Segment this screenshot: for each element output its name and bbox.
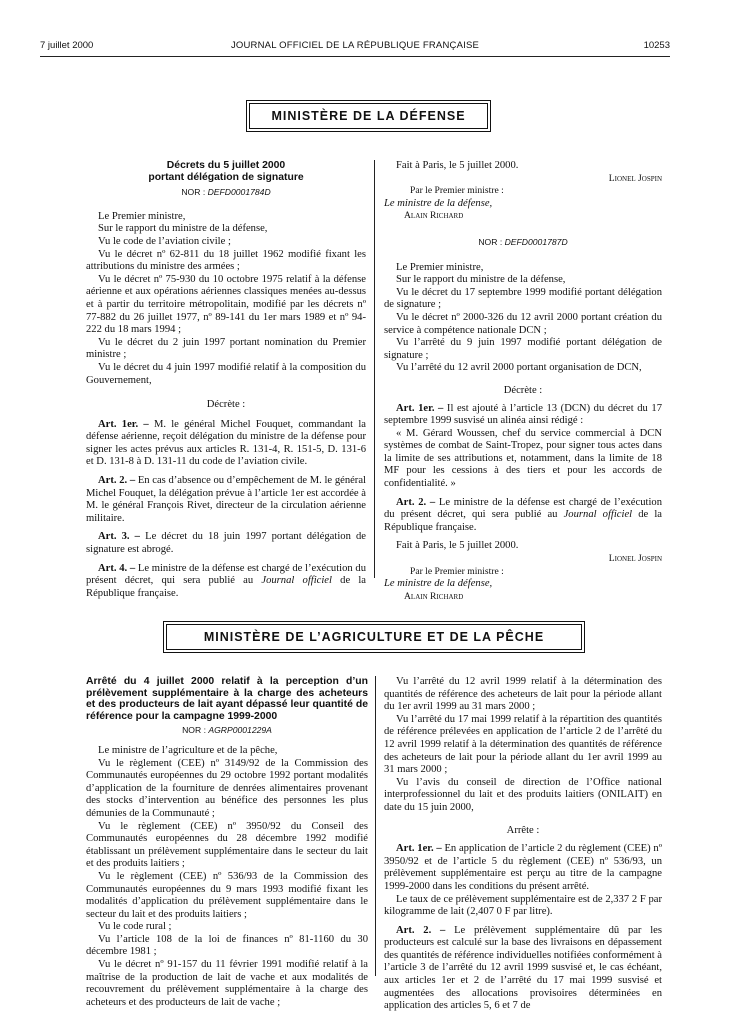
par-premier-ministre-1: Par le Premier ministre :	[410, 185, 504, 197]
article-1	[384, 403, 662, 428]
paragraph: Vu l’article 108 de la loi de finances nº 81-1160 du 30 décembre 1981 ;	[86, 933, 368, 958]
paragraph: Vu le règlement (CEE) nº 536/93 de la Commission des Communautés européennes du 9 mars 1993 modifié fixant les modalités d’application du prélèvement supplémentaire dans le secteur du lait et des produits laitiers ;	[86, 870, 368, 920]
arrete-title: Arrêté du 4 juillet 2000 relatif à la perception d’un prélèvement supplémentaire à la charge des acheteurs et des producteurs de lait ayant dépassé leur quantité de référence pour la campagne 1999-2000	[86, 676, 368, 722]
paragraph: Vu le règlement (CEE) nº 3950/92 du Conseil des Communautés européennes du 28 décembre 1992 modifié établissant un prélèvement supplémentaire dans le secteur du lait et des produits laitiers ;	[86, 820, 368, 870]
article-label: Art. 2. –	[396, 496, 436, 508]
ministry-box-defense	[246, 100, 491, 132]
article-1	[384, 843, 662, 893]
paragraph: Vu le décret nº 75-930 du 10 octobre 1975 relatif à la défense aérienne et aux opérations aériennes classiques menées au-dessus et à partir du territoire métropolitain, modifié par les décrets nº 77-882 du 26 juillet 1977, nº 89-141 du 1er mars 1989 et nº 94-222 du 18 mars 1994 ;	[86, 273, 366, 336]
ministre-defense-2: Le ministre de la défense,	[384, 578, 493, 590]
paragraph: Vu l’avis du conseil de direction de l’Office national interprofessionnel du lait et des produits laitiers (ONILAIT) en date du 15 juin 2000,	[384, 776, 662, 813]
fait-a-paris-2: Fait à Paris, le 5 juillet 2000.	[396, 540, 519, 552]
ministry-box-agriculture	[163, 621, 585, 653]
arrete-heading: Arrête :	[506, 824, 540, 836]
paragraph: Sur le rapport du ministre de la défense,	[396, 274, 566, 286]
article-text: En cas d’absence ou d’empêchement de M. le général Michel Fouquet, la délégation prévue à l’article 1er est accordée à M. le général François Rivet, directeur de la circulation aérienne militaire.	[86, 475, 366, 524]
agriculture-right-column	[384, 676, 662, 1013]
signature-richard-1: Alain Richard	[404, 210, 464, 222]
nor-code: DEFD0001784D	[207, 187, 271, 198]
paragraph: Vu le décret du 4 juin 1997 modifié relatif à la composition du Gouvernement,	[86, 361, 366, 386]
article-text: Le prélèvement supplémentaire dû par les producteurs est calculé sur la base des livraisons en dépassement des quantités de référence individuelles notifiées conformément à l’article 3 de l’arrêté du 12 avril 1999 susvisé et, le cas échéant, aux articles 1er et 2 de l’arrêté du 17 mai 1999 susvisé et augmentées des allocations provisoires déterminées en application des articles 5, 6 et 7 de	[384, 924, 662, 1012]
signature-jospin-2: Lionel Jospin	[608, 553, 662, 565]
decrete-heading: Décrète :	[503, 384, 543, 396]
paragraph: Le taux de ce prélèvement supplémentaire est de 2,337 2 F par kilogramme de lait (2,407 0 F par litre).	[384, 893, 662, 918]
article-4	[86, 563, 366, 601]
paragraph: Vu l’arrêté du 9 juin 1997 modifié portant délégation de signature ;	[384, 337, 662, 361]
article-text: Le ministre de la défense est chargé de l’exécution du présent décret, qui sera publié au	[86, 562, 366, 587]
article-text: Il est ajouté à l’article 13 (DCN) du décret du 17 septembre 1999 susvisé un alinéa ainsi rédigé :	[384, 402, 663, 427]
article-label: Art. 4. –	[98, 562, 136, 574]
article-2	[384, 925, 662, 1013]
decree-title-1: Décrets du 5 juillet 2000	[166, 160, 286, 171]
decrete-heading: Décrète :	[206, 399, 246, 411]
paragraph: Vu l’arrêté du 12 avril 1999 relatif à la détermination des quantités de référence des acheteurs de lait pour la période allant du 1er avril 1999 au 31 mars 2000 ;	[384, 676, 662, 713]
decree-title-2: portant délégation de signature	[148, 171, 304, 183]
article-1	[86, 419, 366, 469]
paragraph: Le ministre de l’agriculture et de la pêche,	[98, 744, 278, 756]
header-page-number: 10253	[643, 40, 670, 51]
header-journal-title: JOURNAL OFFICIEL DE LA RÉPUBLIQUE FRANÇAISE	[230, 40, 480, 51]
paragraph: Vu le décret nº 2000-326 du 12 avril 2000 portant création du service à compétence nationale DCN ;	[384, 311, 662, 336]
paragraph: Le Premier ministre,	[396, 261, 484, 273]
ministry-title-defense: MINISTÈRE DE LA DÉFENSE	[249, 103, 488, 129]
ministre-defense-1: Le ministre de la défense,	[384, 197, 493, 209]
paragraph: Vu le code rural ;	[98, 921, 172, 933]
article-text: de la République française.	[384, 509, 662, 533]
paragraph: Vu l’arrêté du 12 avril 2000 portant organisation de DCN,	[396, 362, 642, 374]
paragraph: Vu le décret nº 91-157 du 11 février 1991 modifié relatif à la maîtrise de la production de lait de vache et aux modalités de recouvrement du prélèvement supplémentaire à la charge des acheteurs et des producteurs de lait de vache ;	[86, 959, 368, 1008]
signature-jospin-1: Lionel Jospin	[608, 172, 662, 184]
article-label: Art. 2. –	[396, 924, 446, 936]
paragraph: Le Premier ministre,	[98, 210, 186, 222]
paragraph: Vu le règlement (CEE) nº 3149/92 de la Commission des Communautés européennes du 29 octobre 1992 portant modalités d’application de la fourniture de denrées alimentaires provenant des stocks d’intervention au bénéfice des personnes les plus démunies de la Communauté ;	[86, 757, 368, 819]
article-label: Art. 3. –	[98, 531, 140, 543]
article-label: Art. 1er. –	[396, 402, 444, 414]
article-label: Art. 1er. –	[396, 843, 442, 855]
article-text: de la République française.	[86, 575, 366, 599]
signature-richard-2: Alain Richard	[404, 590, 464, 602]
article-text: M. le général Michel Fouquet, commandant la défense aérienne, reçoit délégation du ministre de la défense pour signer les actes prévus aux articles R. 131-4, R. 151-5, D. 131-6 et D. 131-8 à D. 131-11 du code de l’aviation civile.	[86, 418, 366, 468]
nor-label: NOR :	[478, 236, 503, 247]
running-header	[40, 40, 670, 54]
defense-right-column	[384, 160, 662, 603]
article-2	[384, 497, 662, 535]
defense-left-column	[86, 160, 366, 600]
header-rule	[40, 56, 670, 57]
article-text: En application de l’article 2 du règlement (CEE) nº 3950/92 et de l’article 5 du règlement (CEE) nº 536/93, un prélèvement supplémentaire est perçu au titre de la campagne 1999-2000 dans les conditions du présent arrêté.	[384, 843, 662, 892]
paragraph: Sur le rapport du ministre de la défense,	[98, 223, 268, 235]
paragraph: Vu l’arrêté du 17 mai 1999 relatif à la répartition des quantités de référence prélevées en application de l’article 2 de l’arrêté du 12 avril 1999 relatif à la détermination des quantités de référence des acheteurs de lait pour la période allant du 1er avril 1999 au 31 mars 2000 ;	[384, 713, 662, 776]
journal-officiel-ref: Journal officiel	[261, 575, 332, 587]
paragraph: Vu le décret du 2 juin 1997 portant nomination du Premier ministre ;	[86, 336, 366, 361]
column-separator	[375, 676, 376, 976]
quoted-paragraph: « M. Gérard Woussen, chef du service commercial à DCN systèmes de combat de Saint-Tropez, pour signer tous actes dans la limite de ses attributions et, notamment, dans la limite de 18 MF pour les cessions à des tiers et pour les accords de confidentialité. »	[384, 427, 662, 490]
article-2	[86, 475, 366, 525]
paragraph: Vu le décret du 17 septembre 1999 modifié portant délégation de signature ;	[384, 286, 662, 311]
nor-code: AGRP0001229A	[208, 725, 272, 736]
article-3	[86, 531, 366, 556]
nor-reference-2	[384, 236, 662, 249]
nor-label: NOR :	[182, 725, 206, 736]
article-text: Le ministre de la défense est chargé de l’exécution du présent décret, qui sera publié au	[384, 496, 662, 521]
column-separator	[374, 160, 375, 578]
fait-a-paris-1: Fait à Paris, le 5 juillet 2000.	[396, 160, 519, 171]
par-premier-ministre-2: Par le Premier ministre :	[410, 565, 504, 577]
ministry-title-agriculture: MINISTÈRE DE L’AGRICULTURE ET DE LA PÊCHE	[166, 624, 582, 650]
article-text: Le décret du 18 juin 1997 portant délégation de signature est abrogé.	[86, 531, 366, 556]
nor-code: DEFD0001787D	[504, 236, 568, 247]
article-label: Art. 1er. –	[98, 418, 149, 430]
nor-reference-1	[86, 186, 366, 199]
agriculture-left-column	[86, 676, 368, 1009]
nor-label: NOR :	[181, 187, 206, 198]
paragraph: Vu le code de l’aviation civile ;	[98, 235, 231, 247]
nor-reference-3	[86, 724, 368, 737]
paragraph: Vu le décret nº 62-811 du 18 juillet 1962 modifié fixant les attributions du ministre des armées ;	[86, 248, 366, 273]
article-label: Art. 2. –	[98, 475, 136, 487]
header-date: 7 juillet 2000	[40, 40, 94, 51]
journal-officiel-ref: Journal officiel	[563, 509, 633, 521]
